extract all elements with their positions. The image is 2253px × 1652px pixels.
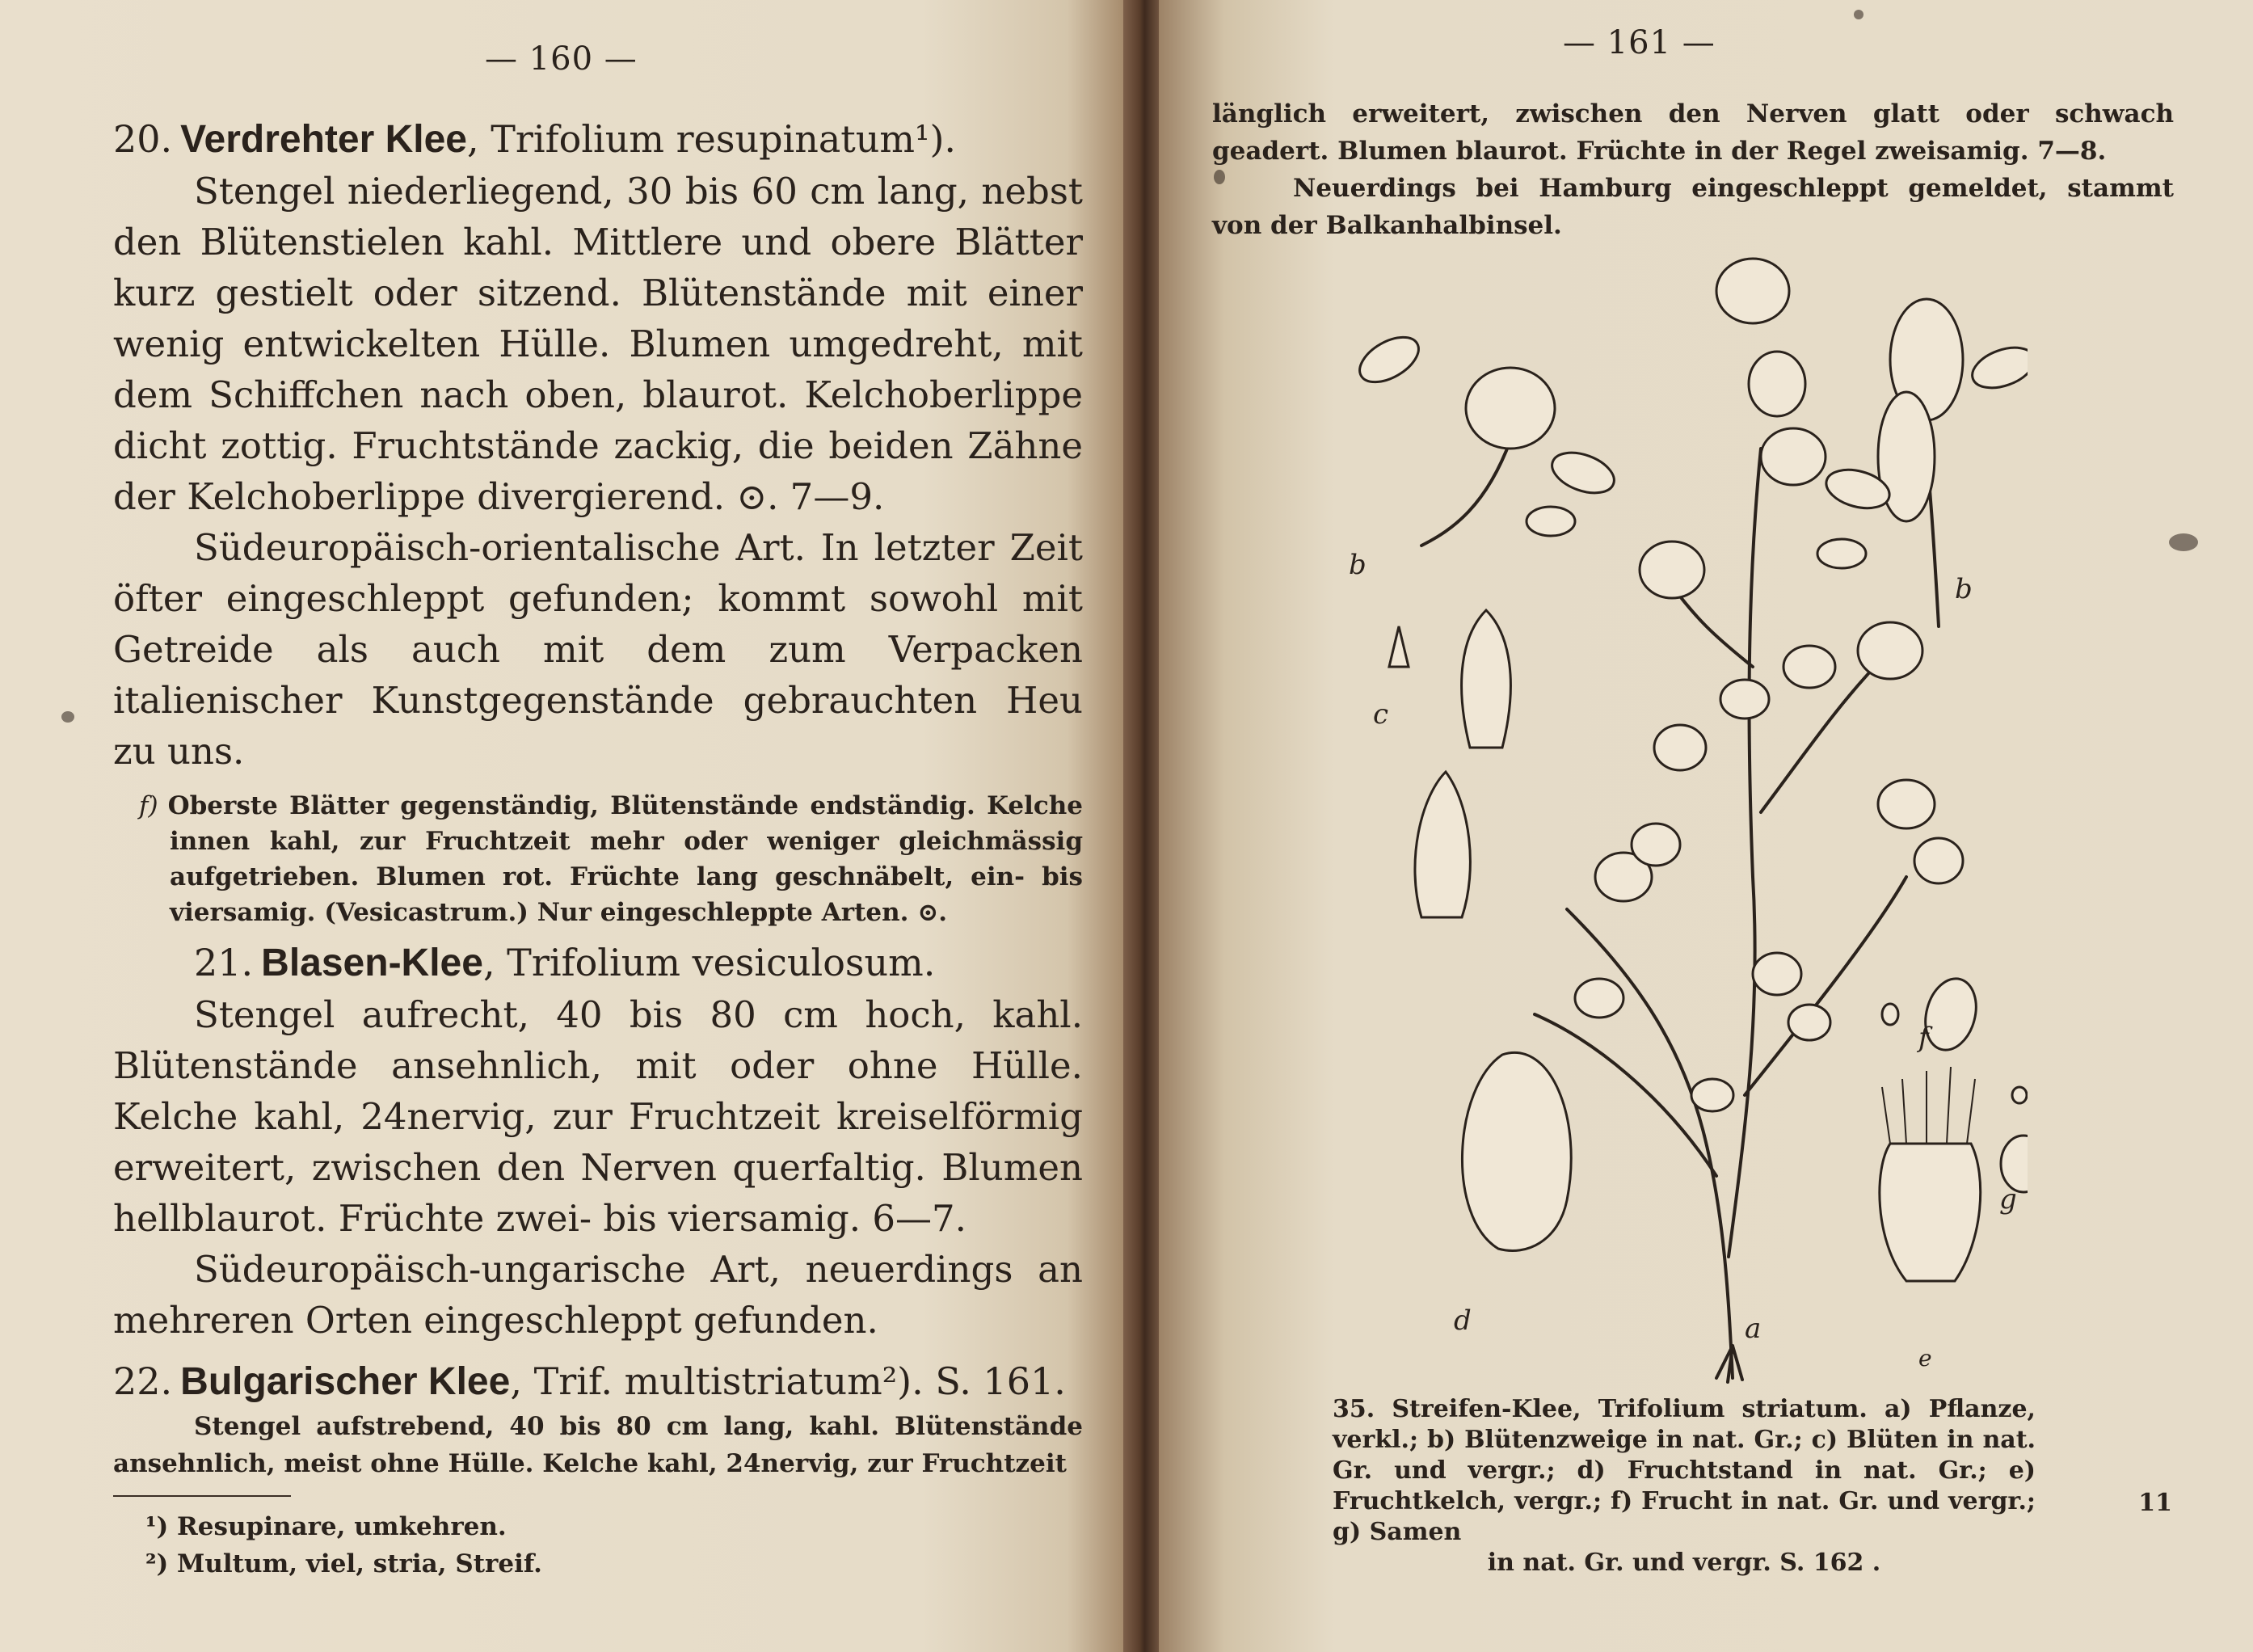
common-name: Bulgarischer Klee	[180, 1360, 511, 1403]
seed-small	[2012, 1087, 2027, 1103]
right-page	[1159, 0, 2253, 1652]
figure-label-c: c	[1373, 698, 1389, 731]
caption-last-line: in nat. Gr. und vergr. S. 162 .	[1487, 1549, 1881, 1577]
ink-speck	[1854, 10, 1863, 19]
ink-speck	[2169, 533, 2198, 551]
leaflet	[1575, 979, 1623, 1018]
leaflet	[1527, 507, 1575, 536]
occurrence-note: Neuerdings bei Hamburg eingeschleppt gemeldet, stammt von der Balkanhalbinsel.	[1212, 174, 2174, 240]
entry-20-distribution: Südeuropäisch-orientalische Art. In letzter Zeit öfter eingeschleppt gefunden; kommt sowohl mit Getreide als auch mit dem zum Verpacken italienischer Kunstgegenstände gebrauchten Heu zu uns.	[113, 526, 1083, 773]
entry-21-description: Stengel aufrecht, 40 bis 80 cm hoch, kahl. Blütenstände ansehnlich, mit oder ohne Hülle. Kelche kahl, 24nervig, zur Fruchtzeit kreiselförmig erweitert, zwischen den Nerven querfaltig. Blumen hellblaurot. Früchte zwei- bis viersamig. 6—7.	[113, 993, 1083, 1240]
footnote-rule	[113, 1495, 291, 1497]
continuation-text: länglich erweitert, zwischen den Nerven glatt oder schwach geadert. Blumen blaurot. Früchte in der Regel zweisamig. 7—8.	[1212, 99, 2174, 166]
flower-head	[1858, 622, 1922, 679]
key-f-paragraph	[139, 788, 1083, 930]
flower-head	[1716, 259, 1789, 323]
flower-head	[1761, 428, 1826, 485]
fruit-calyx	[1880, 1144, 1981, 1281]
figure-caption	[1333, 1394, 2036, 1578]
figure-label-d: d	[1454, 1304, 1472, 1337]
flower-head	[1749, 352, 1805, 416]
leaflet	[1654, 725, 1706, 770]
key-f-text: Oberste Blätter gegenständig, Blütenstände endständig. Kelche innen kahl, zur Fruchtzeit mehr oder weniger gleichmässig aufgetrieben. Blumen rot. Früchte lang geschnäbelt, ein- bis viersamig. (Vesicastrum.) Nur eingeschleppte Arten. ⊙.	[167, 791, 1083, 927]
ink-speck	[1214, 170, 1225, 184]
leaflet	[1788, 1005, 1830, 1040]
footnote-1: ¹) Resupinare, umkehren.	[145, 1512, 507, 1541]
calyx-large	[1462, 610, 1511, 748]
entry-21-heading	[113, 937, 1083, 989]
entry-number: 20.	[113, 117, 173, 161]
leaflet	[1352, 328, 1425, 391]
leaflet	[1878, 780, 1935, 828]
page-number-right: — 161 —	[1563, 24, 1716, 61]
common-name: Verdrehter Klee	[180, 118, 467, 161]
latin-name: , Trif. multistriatum²). S. 161.	[510, 1359, 1066, 1403]
entry-20-heading	[113, 113, 1083, 166]
key-f-label: f)	[139, 791, 158, 820]
clover-illustration	[1324, 247, 2028, 1394]
figure-label-a: a	[1745, 1313, 1762, 1345]
entry-20-description: Stengel niederliegend, 30 bis 60 cm lang, nebst den Blütenstielen kahl. Mittlere und obere Blätter kurz gestielt oder sitzend. Blütenstände mit einer wenig entwickelten Hülle. Blumen umgedreht, mit dem Schiffchen nach oben, blaurot. Kelchoberlippe dicht zottig. Fruchtstände zackig, die beiden Zähne der Kelchoberlippe divergierend. ⊙. 7—9.	[113, 170, 1083, 518]
left-text-column	[113, 113, 1083, 1582]
figure-label-f: f	[1918, 1022, 1929, 1054]
entry-number: 22.	[113, 1359, 173, 1403]
leaflet	[1547, 445, 1619, 501]
figure-label-e: e	[1918, 1345, 1932, 1372]
leaflet	[1753, 953, 1801, 995]
figure-label-g: g	[1999, 1183, 2017, 1216]
page-number-left: — 160 —	[485, 40, 638, 78]
entry-number: 21.	[194, 941, 254, 984]
latin-name: , Trifolium vesiculosum.	[482, 941, 936, 984]
footnote-2: ²) Multum, viel, stria, Streif.	[145, 1549, 542, 1578]
flower-head	[1466, 368, 1555, 449]
latin-name: , Trifolium resupinatum¹).	[467, 117, 957, 161]
entry-22-description: Stengel aufstrebend, 40 bis 80 cm lang, kahl. Blütenstände ansehnlich, meist ohne Hülle. Kelche kahl, 24nervig, zur Fruchtzeit	[113, 1412, 1083, 1478]
leaflet	[1817, 539, 1866, 568]
trifolium-striatum-drawing	[1324, 247, 2028, 1394]
fruiting-head	[1462, 1052, 1571, 1250]
figure-label-b-left: b	[1349, 549, 1367, 581]
entry-22-heading	[113, 1355, 1083, 1408]
leaflet	[1720, 680, 1769, 719]
calyx-bristles	[1882, 1067, 1975, 1144]
stem-b-left	[1421, 440, 1510, 546]
leaflet	[1914, 838, 1963, 883]
common-name: Blasen-Klee	[261, 942, 483, 984]
figure-label-b-right: b	[1955, 573, 1973, 605]
leaflet	[1632, 824, 1680, 866]
flower-head	[1640, 542, 1704, 598]
leaflet	[1783, 646, 1835, 688]
leaflet	[1691, 1079, 1733, 1111]
book-spine	[1123, 0, 1159, 1652]
leaflet	[1967, 340, 2028, 396]
calyx-open	[1415, 772, 1470, 917]
stem-central	[1729, 449, 1761, 1257]
ink-speck	[61, 711, 74, 723]
entry-21-distribution: Südeuropäisch-ungarische Art, neuerdings an mehreren Orten eingeschleppt gefunden.	[113, 1248, 1083, 1342]
caption-main: 35. Streifen-Klee, Trifolium striatum. a) Pflanze, verkl.; b) Blütenzweige in nat. Gr.; c) Blüten in nat. Gr. und vergr.; d) Fruchtstand in nat. Gr.; e) Fruchtkelch, vergr.; f) Frucht in nat. Gr. und vergr.; g) Samen	[1333, 1395, 2036, 1546]
printer-signature-mark: 11	[2138, 1489, 2172, 1517]
branch-upper-left	[1672, 586, 1753, 667]
right-text-column	[1212, 95, 2174, 244]
fruit-small	[1882, 1004, 1898, 1025]
left-page	[0, 0, 1123, 1652]
roots	[1716, 1346, 1742, 1382]
calyx-small	[1389, 626, 1409, 667]
